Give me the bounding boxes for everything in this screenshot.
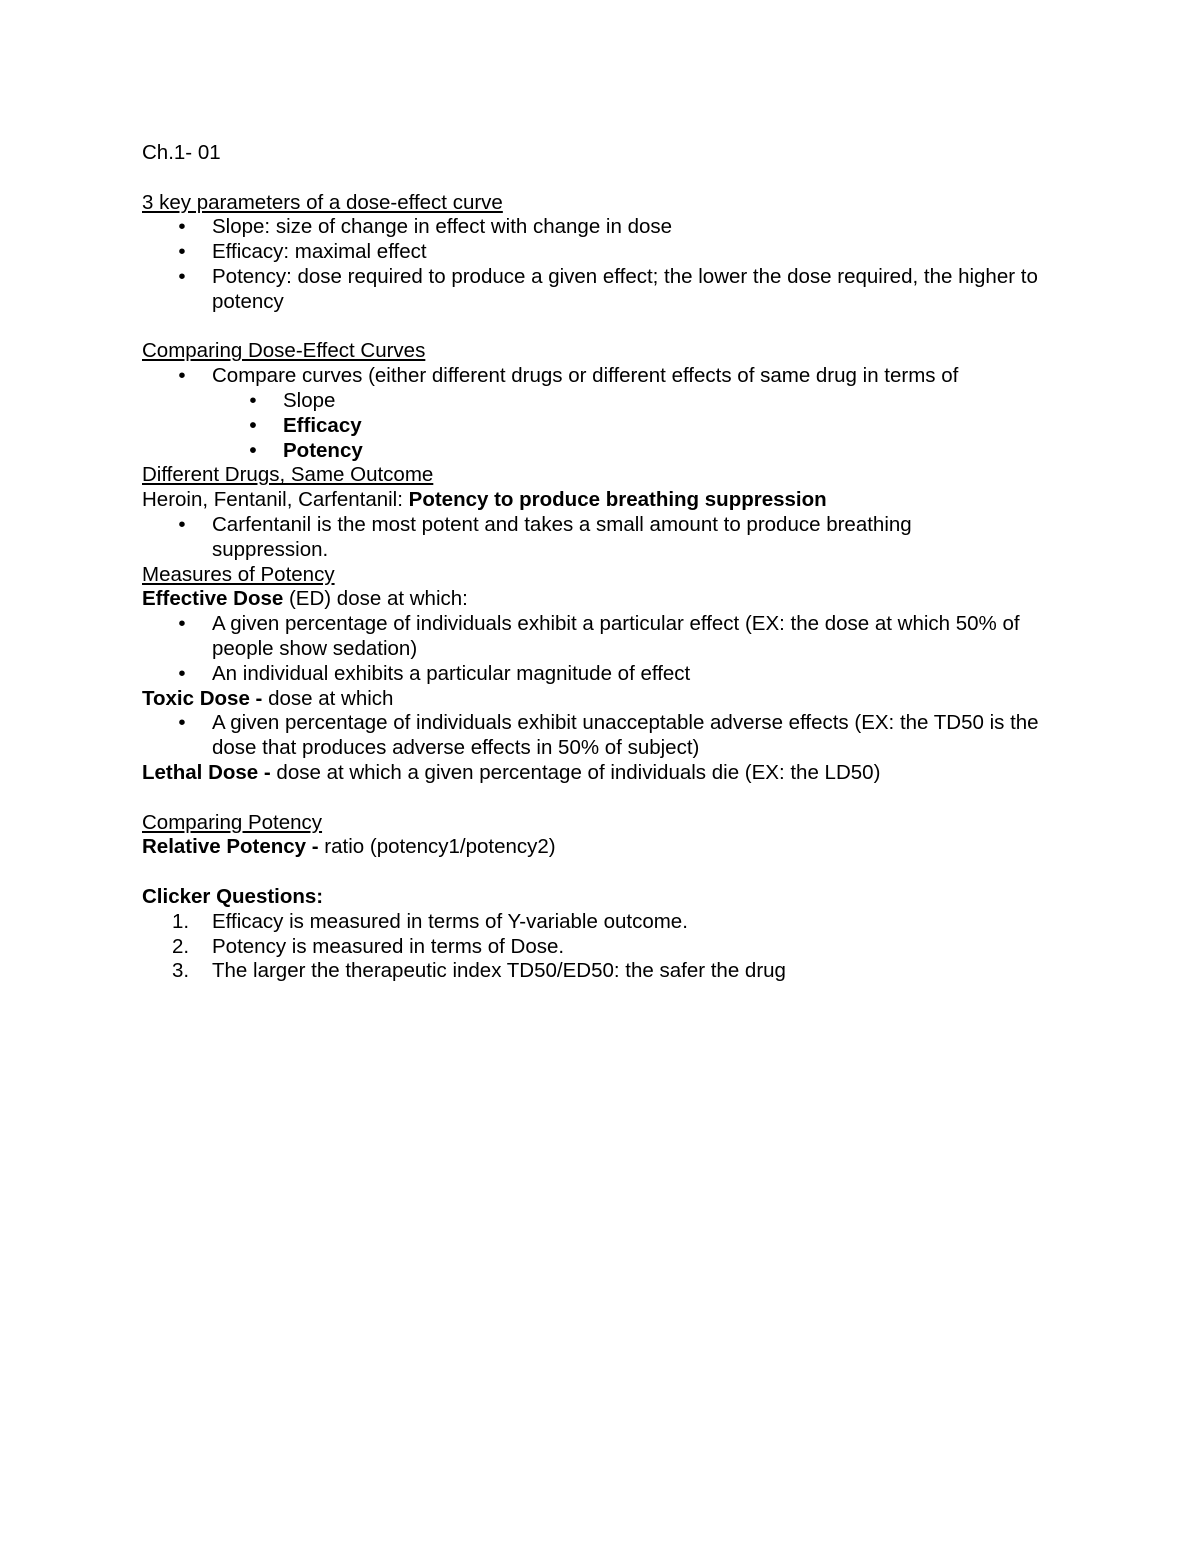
lethal-dose-text: dose at which a given percentage of individuals die (EX: the LD50): [270, 760, 881, 784]
list-item-text: Compare curves (either different drugs or different effects of same drug in terms of: [212, 364, 959, 388]
list-item-text: The larger the therapeutic index TD50/ED50: the safer the drug: [212, 959, 786, 983]
section-title-key-parameters: 3 key parameters of a dose-effect curve: [142, 190, 503, 214]
list-item-text: Efficacy: [283, 413, 362, 437]
sub-list-item: [142, 389, 1072, 414]
list-item-text: Potency: [283, 438, 363, 462]
list-item: [142, 265, 1072, 315]
relative-potency-line: [142, 835, 1072, 860]
list-item-text: Efficacy is measured in terms of Y-variable outcome.: [212, 909, 688, 933]
list-item: [142, 240, 1072, 265]
list-item: [142, 711, 1072, 761]
lethal-dose-line: [142, 761, 1072, 786]
relative-potency-text: ratio (potency1/potency2): [318, 835, 556, 859]
list-item: [142, 215, 1072, 240]
bullet-icon: •: [178, 711, 186, 735]
spacer: [142, 786, 1072, 811]
effective-dose-line: [142, 587, 1072, 612]
toxic-dose-text: dose at which: [262, 686, 394, 710]
toxic-dose-list: [142, 711, 1072, 761]
section-title-clicker-questions: Clicker Questions:: [142, 884, 324, 908]
list-item-text: Efficacy: maximal effect: [212, 240, 427, 264]
document-body: [142, 141, 1072, 984]
bullet-icon: •: [249, 388, 257, 412]
bullet-icon: •: [178, 240, 186, 264]
list-item: [142, 513, 1072, 563]
list-item-text: Potency is measured in terms of Dose.: [212, 934, 565, 958]
key-parameters-list: [142, 215, 1072, 314]
list-item-text: Carfentanil is the most potent and takes a small amount to produce breathing suppression.: [212, 512, 912, 561]
effective-dose-text: (ED) dose at which:: [283, 587, 468, 611]
numbered-item: [142, 910, 1072, 935]
sub-list-item: [142, 439, 1072, 464]
different-drugs-list: [142, 513, 1072, 563]
list-item: [142, 662, 1072, 687]
toxic-dose-term: Toxic Dose -: [142, 686, 263, 710]
drugs-lead-line: [142, 488, 1072, 513]
effective-dose-term: Effective Dose: [142, 587, 284, 611]
effective-dose-list: [142, 612, 1072, 686]
spacer: [142, 166, 1072, 191]
clicker-questions-list: [142, 910, 1072, 984]
list-item: [142, 612, 1072, 662]
sub-list-item: [142, 414, 1072, 439]
section-title-comparing-curves: Comparing Dose-Effect Curves: [142, 339, 426, 363]
relative-potency-term: Relative Potency -: [142, 835, 319, 859]
list-item: [142, 364, 1072, 389]
comparing-curves-list: [142, 364, 1072, 463]
numbered-item: [142, 959, 1072, 984]
section-title-different-drugs: Different Drugs, Same Outcome: [142, 463, 434, 487]
spacer: [142, 315, 1072, 340]
bullet-icon: •: [249, 413, 257, 437]
numbered-item: [142, 935, 1072, 960]
bullet-icon: •: [178, 264, 186, 288]
section-title-measures-potency: Measures of Potency: [142, 562, 335, 586]
item-number: 3.: [172, 959, 190, 983]
drugs-lead-bold: Potency to produce breathing suppression: [408, 488, 827, 512]
bullet-icon: •: [249, 438, 257, 462]
spacer: [142, 860, 1072, 885]
list-item-text: A given percentage of individuals exhibit a particular effect (EX: the dose at which 50% of people show sedation): [212, 612, 1020, 660]
drugs-lead-text: Heroin, Fentanil, Carfentanil:: [142, 488, 409, 512]
item-number: 2.: [172, 934, 190, 958]
bullet-icon: •: [178, 512, 186, 536]
bullet-icon: •: [178, 661, 186, 685]
lethal-dose-term: Lethal Dose -: [142, 760, 271, 784]
bullet-icon: •: [178, 215, 186, 239]
list-item-text: An individual exhibits a particular magnitude of effect: [212, 661, 691, 685]
bullet-icon: •: [178, 364, 186, 388]
bullet-icon: •: [178, 612, 186, 636]
section-title-comparing-potency: Comparing Potency: [142, 810, 323, 834]
list-item-text: Slope: [283, 388, 336, 412]
list-item-text: Slope: size of change in effect with change in dose: [212, 215, 673, 239]
list-item-text: A given percentage of individuals exhibit unacceptable adverse effects (EX: the TD50 is the dose that produces adverse effects in 50% of subject): [212, 711, 1039, 760]
toxic-dose-line: [142, 687, 1072, 712]
list-item-text: Potency: dose required to produce a given effect; the lower the dose required, the higher to potency: [212, 264, 1038, 313]
page-heading: Ch.1- 01: [142, 141, 221, 164]
item-number: 1.: [172, 909, 190, 933]
